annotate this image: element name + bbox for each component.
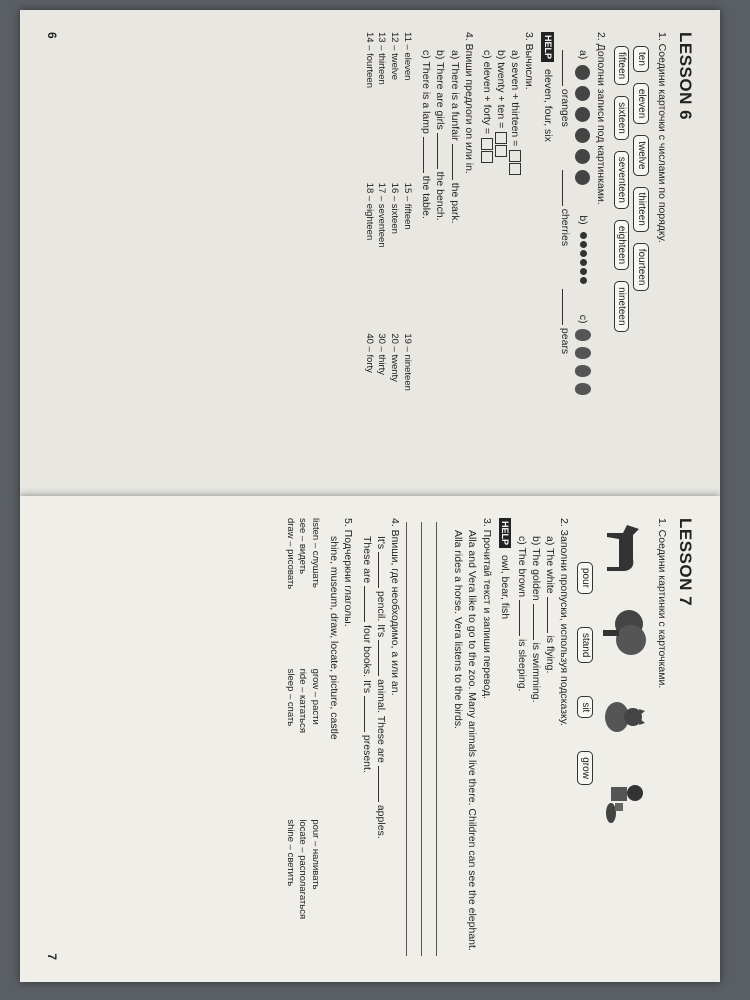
lesson6-title: LESSON 6: [676, 32, 695, 121]
girl-icon: [599, 770, 649, 832]
help-line: [498, 518, 512, 960]
orange-icon: [575, 149, 590, 164]
pear-icon: [575, 347, 591, 359]
sentence-start: c) There is a lamp: [420, 50, 433, 134]
task3-instruction: 3. Вычисли.: [523, 32, 536, 90]
card-twelve[interactable]: twelve: [633, 135, 649, 175]
answer-line[interactable]: [421, 522, 436, 956]
number-entry: 20 – twenty: [389, 333, 401, 382]
help-words: eleven, four, six: [541, 68, 554, 142]
card-grow[interactable]: grow: [577, 751, 593, 785]
card-sixteen[interactable]: sixteen: [614, 96, 630, 140]
preposition-item: [419, 50, 433, 474]
answer-box[interactable]: [495, 145, 507, 157]
answer-line[interactable]: [378, 640, 388, 676]
number-entry: 15 – fifteen: [402, 182, 413, 230]
number-entry: 30 – thirty: [376, 333, 388, 376]
sentence-start: b) The golden: [530, 536, 543, 601]
sentence-end: the park.: [448, 182, 461, 224]
vocabulary-list: [283, 518, 321, 960]
fruit-pictures: [575, 50, 591, 474]
number-list: [362, 32, 413, 474]
vocab-entry: locate – располагаться: [297, 819, 309, 920]
lesson7-task4: [360, 518, 403, 960]
math-item: [480, 50, 494, 474]
lesson7-content: [30, 504, 710, 974]
number-entry: 11 – eleven: [402, 32, 413, 81]
sentence-start: b) There are girls: [434, 50, 447, 130]
answer-box[interactable]: [509, 163, 521, 175]
answer-line[interactable]: [378, 552, 388, 588]
text-part: present.: [360, 734, 373, 773]
fill-item: [529, 536, 543, 960]
number-entry: 16 – sixteen: [389, 182, 401, 234]
card-fourteen[interactable]: fourteen: [633, 243, 649, 292]
vocab-entry: shine – светить: [284, 819, 296, 887]
answer-line[interactable]: [423, 137, 433, 173]
answer-line[interactable]: [364, 586, 374, 622]
lesson6-content: [30, 18, 710, 488]
math-expression: c) eleven + forty =: [480, 50, 493, 135]
pear-icon: [575, 383, 591, 395]
answer-line[interactable]: [562, 289, 572, 325]
sentence-end: is swimming.: [530, 642, 543, 703]
text-part: animal. These are: [374, 679, 387, 763]
task2-instruction: 2. Дополни записи под картинками.: [594, 32, 607, 205]
number-entry: 19 – nineteen: [402, 333, 413, 391]
sentence-start: a) There is a funfair: [448, 50, 461, 141]
preposition-item: [433, 50, 447, 474]
answer-line[interactable]: [562, 50, 572, 86]
math-item: [494, 50, 508, 474]
orange-icon: [575, 128, 590, 143]
cherries-icon: [576, 231, 590, 285]
card-fifteen[interactable]: fifteen: [614, 46, 630, 85]
fill-item: [515, 536, 529, 960]
lesson7-title: LESSON 7: [676, 518, 695, 607]
label-b: b): [576, 215, 589, 225]
task4-instruction: 4. Впиши, где необходимо, a или an.: [389, 518, 402, 696]
number-entry: 40 – forty: [363, 333, 375, 373]
answer-line[interactable]: [406, 522, 421, 956]
lesson6-task4: [419, 32, 476, 474]
help-words: owl, bear, fish: [498, 554, 511, 620]
math-expression: b) twenty + ten =: [495, 50, 508, 129]
answer-box[interactable]: [481, 138, 493, 150]
number-entry: 13 – thirteen: [376, 32, 388, 85]
word-cards: [575, 558, 595, 960]
label-a: a): [576, 50, 589, 60]
number-entry: 12 – twelve: [389, 32, 401, 81]
vocab-entry: ride – кататься: [297, 668, 309, 734]
card-eleven[interactable]: eleven: [633, 83, 649, 124]
sentence-end: is sleeping.: [515, 638, 528, 692]
sentence-end: the table.: [420, 175, 433, 219]
number-entry: 18 – eighteen: [363, 182, 375, 241]
pears-label: pears: [558, 327, 571, 355]
help-badge: HELP: [499, 518, 511, 548]
task5-instruction: 5. Подчеркни глаголы.: [342, 518, 355, 627]
help-line: [540, 32, 554, 474]
lesson7-task1: [575, 518, 669, 960]
article-line-2: [360, 536, 374, 960]
answer-box[interactable]: [509, 150, 521, 162]
answer-line[interactable]: [378, 766, 388, 802]
task2-instruction: 2. Заполни пропуски, используя подсказку.: [558, 518, 571, 726]
sentence-end: the bench.: [434, 171, 447, 221]
lesson6-task2: [540, 32, 608, 474]
cherries-label: cherries: [558, 208, 571, 247]
card-stand[interactable]: stand: [577, 627, 593, 663]
pictures-row: [599, 518, 649, 960]
vocab-entry: see – видеть: [297, 518, 309, 575]
vocab-entry: draw – рисовать: [284, 518, 296, 590]
answer-line[interactable]: [562, 170, 572, 206]
text-part: It's: [374, 536, 387, 550]
vocab-entry: grow – расти: [310, 668, 322, 725]
task3-instruction: 3. Прочитай текст и запиши перевод.: [480, 518, 493, 700]
text-part: apples.: [374, 804, 387, 839]
answer-line[interactable]: [533, 604, 543, 640]
answer-line[interactable]: [547, 597, 557, 633]
card-ten[interactable]: ten: [633, 46, 649, 72]
lesson7-task3: [406, 518, 494, 960]
card-seventeen[interactable]: seventeen: [614, 151, 630, 209]
pear-icon: [575, 329, 591, 341]
vocab-entry: sleep – спать: [284, 668, 296, 727]
sentence-start: c) The brown: [515, 536, 528, 598]
answer-box[interactable]: [495, 132, 507, 144]
vocab-entry: listen – слушать: [310, 518, 322, 588]
math-item: [508, 50, 522, 474]
lesson6-page: [20, 10, 720, 496]
orange-icon: [575, 65, 590, 80]
help-badge: HELP: [541, 32, 553, 62]
sentence-start: a) The white: [544, 536, 557, 594]
verb-words: shine, museum, draw, locate, picture, castle: [328, 536, 341, 740]
fill-item: [543, 536, 557, 960]
fruit-answers: [558, 50, 572, 474]
answer-line[interactable]: [452, 144, 462, 180]
answer-line[interactable]: [437, 133, 447, 169]
task1-instruction: 1. Соедини картинки с карточками.: [656, 518, 669, 689]
vocab-entry: pour – наливать: [310, 819, 322, 890]
card-eighteen[interactable]: eighteen: [614, 220, 630, 270]
answer-line[interactable]: [436, 522, 451, 956]
orange-icon: [575, 107, 590, 122]
tree-icon: [599, 602, 649, 664]
pear-icon: [575, 365, 591, 377]
orange-icon: [575, 170, 590, 185]
lesson7-task5: [327, 518, 355, 960]
page-number: 7: [45, 953, 60, 960]
number-entry: 17 – seventeen: [376, 182, 388, 248]
answer-line[interactable]: [364, 696, 374, 732]
label-c: c): [576, 314, 589, 324]
number-cards: [612, 42, 651, 474]
sentence-end: is flying.: [544, 635, 557, 674]
preposition-item: [447, 50, 461, 474]
math-expression: a) seven + thirteen =: [509, 50, 522, 147]
lesson7-page: [20, 496, 720, 982]
card-thirteen[interactable]: thirteen: [633, 187, 649, 232]
lesson7-task2: [498, 518, 572, 960]
article-line-1: [374, 536, 388, 960]
answer-box[interactable]: [481, 151, 493, 163]
lesson6-task1: [612, 32, 669, 474]
text-part: These are: [360, 536, 373, 584]
task4-instruction: 4. Впиши предлоги on или in.: [462, 32, 475, 174]
oranges-label: oranges: [558, 88, 571, 127]
lesson6-task3: [480, 32, 537, 474]
card-sit[interactable]: sit: [577, 696, 593, 718]
orange-icon: [575, 86, 590, 101]
text-part: pencil. It's: [374, 590, 387, 638]
number-entry: 14 – fourteen: [363, 32, 375, 88]
horse-icon: [599, 518, 649, 580]
card-pour[interactable]: pour: [577, 562, 593, 594]
task1-instruction: 1. Соедини карточки с числами по порядку.: [656, 32, 669, 243]
answer-line[interactable]: [519, 600, 529, 636]
card-nineteen[interactable]: nineteen: [614, 281, 630, 331]
reading-text: Alla and Vera like to go to the zoo. Many animals live there. Children can see the elephant. Alla rides a horse. Vera listens to the birds.: [452, 530, 479, 951]
cat-icon: [599, 686, 649, 748]
page-number: 6: [45, 32, 60, 39]
text-part: four books. It's: [360, 625, 373, 694]
